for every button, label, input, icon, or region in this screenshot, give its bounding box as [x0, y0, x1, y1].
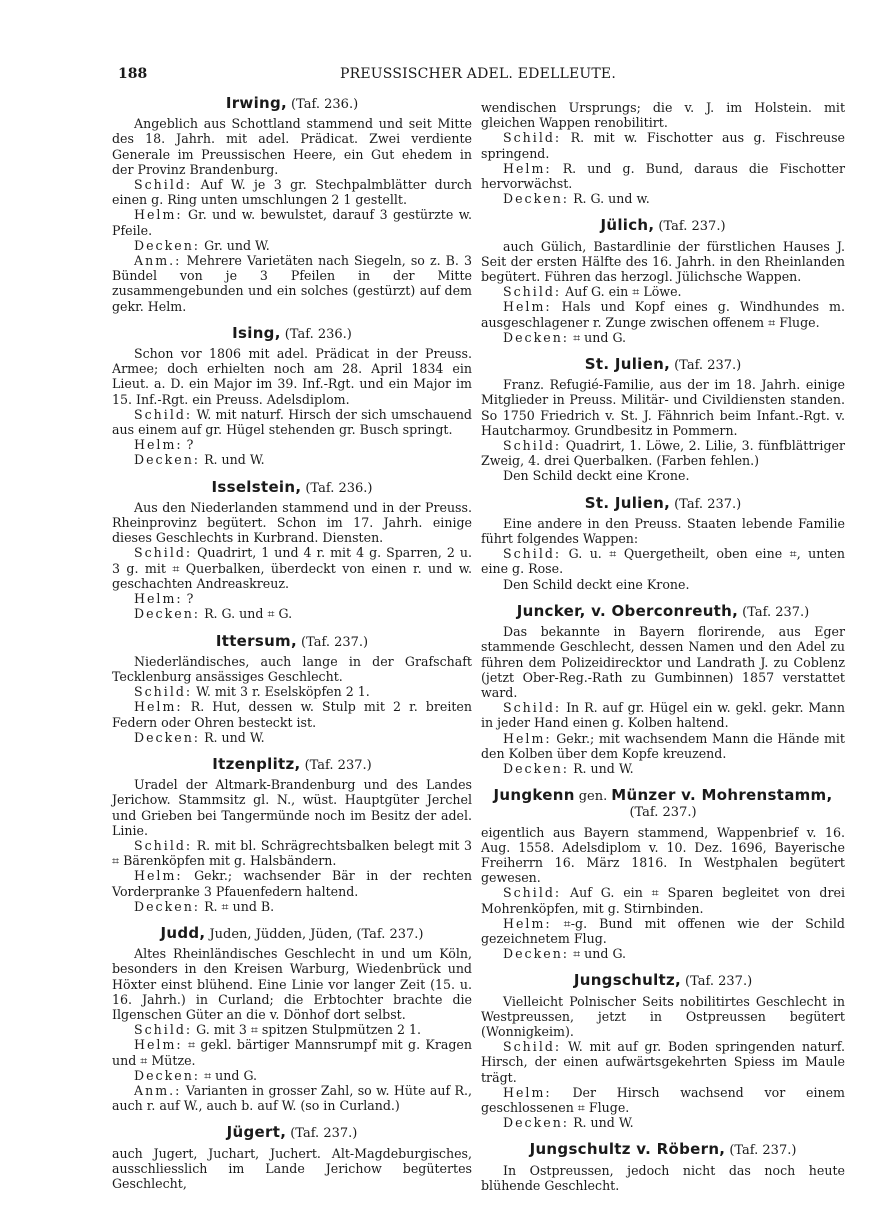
entry-heading [112, 96, 472, 112]
entry-paragraph [481, 700, 845, 730]
field-label: Decken: [503, 191, 570, 207]
paragraph-text: G. u. ⌗ Quergetheilt, oben eine ⌗, unten eine g. Rose. [481, 546, 845, 577]
page-number: 188 [118, 66, 148, 82]
paragraph-text: R. und W. [204, 729, 265, 745]
family-name: Jungschultz, [573, 971, 682, 990]
family-name: Jungschultz v. Röbern, [529, 1140, 726, 1159]
plate-reference: (Taf. 237.) [685, 974, 753, 990]
entry-paragraph [112, 899, 472, 914]
field-label: Decken: [503, 760, 570, 776]
entry-paragraph [112, 946, 472, 1022]
family-name: St. Julien, [584, 355, 671, 374]
entry-heading [112, 323, 472, 342]
entry-paragraph [481, 161, 845, 191]
paragraph-text: In R. auf gr. Hügel ein w. gekl. gekr. Mann in jeder Hand einen g. Kolben haltend. [481, 700, 845, 731]
family-name: Jülich, [600, 216, 655, 235]
field-label: Schild: [503, 885, 562, 901]
entry-paragraph [112, 684, 472, 699]
entry-heading [481, 973, 845, 989]
entry-paragraph [112, 116, 472, 177]
family-entry [112, 754, 473, 914]
family-name: Judd, [160, 923, 206, 942]
alt-names: gen. [578, 789, 608, 805]
plate-reference: (Taf. 236.) [284, 326, 352, 342]
field-label: Anm.: [134, 253, 182, 269]
family-name: Ittersum, [215, 631, 297, 650]
entry-heading [481, 493, 845, 512]
paragraph-text: Mehrere Varietäten nach Siegeln, so z. B. 3 Bündel von je 3 Pfeilen in der Mitte zusammengebunden und ein solches (gestürzt) auf dem gekr. Helm. [112, 253, 472, 314]
paragraph-text: Aus den Niederlanden stammend und in der Preuss. Rheinprovinz begütert. Schon im 17. Jahrh. einige dieses Geschlechts in Kurbrand. Diensten. [112, 499, 472, 546]
field-label: Helm: [503, 1084, 552, 1100]
paragraph-text: R. ⌗ und B. [204, 898, 275, 914]
paragraph-text: Gekr.; mit wachsendem Mann die Hände mit den Kolben über dem Kopfe kreuzend. [481, 730, 845, 761]
entry-heading [112, 631, 472, 650]
entry-paragraph [481, 299, 845, 329]
paragraph-text: R. G. und ⌗ G. [204, 606, 293, 622]
entry-heading [481, 1142, 845, 1158]
entry-paragraph [112, 699, 472, 729]
field-label: Schild: [503, 700, 562, 716]
family-name: Juncker, v. Oberconreuth, [516, 601, 739, 620]
paragraph-text: R. und W. [573, 760, 634, 776]
plate-reference: (Taf. 237.) [742, 604, 810, 620]
entry-paragraph [481, 624, 845, 700]
paragraph-text: Auf G. ein ⌗ Sparen begleitet von drei Mohrenköpfen, mit g. Stirnbinden. [481, 885, 845, 916]
entry-paragraph [481, 239, 845, 285]
field-label: Decken: [134, 729, 201, 745]
entry-paragraph [481, 885, 845, 915]
field-label: Schild: [134, 684, 193, 700]
paragraph-text: Vielleicht Polnischer Seits nobilitirtes Geschlecht in Westpreussen, jetzt in Ostpreussen begütert (Wonnigkeim). [481, 993, 845, 1039]
field-label: Helm: [134, 1037, 183, 1053]
field-label: Decken: [134, 606, 201, 622]
paragraph-text: Eine andere in den Preuss. Staaten lebende Familie führt folgendes Wappen: [481, 515, 845, 547]
plate-reference: (Taf. 236.) [291, 97, 359, 112]
field-label: Helm: [134, 437, 183, 453]
left-column [112, 96, 472, 1203]
entry-paragraph [112, 238, 472, 253]
paragraph-text: W. mit naturf. Hirsch der sich umschauend aus einem auf gr. Hügel stehenden gr. Busch springt. [112, 406, 472, 438]
field-label: Decken: [503, 946, 570, 962]
family-name: St. Julien, [584, 493, 671, 512]
paragraph-text: R. mit w. Fischotter aus g. Fischreuse springend. [481, 130, 845, 161]
paragraph-text: ? [186, 437, 194, 453]
family-name: Jungkenn [493, 786, 575, 805]
entry-paragraph [481, 916, 845, 946]
entry-heading [112, 1125, 472, 1141]
field-label: Decken: [503, 1115, 570, 1131]
paragraph-text: Niederländisches, auch lange in der Grafschaft Tecklenburg ansässiges Geschlecht. [112, 653, 472, 684]
family-name-2: Münzer v. Mohrenstamm, [611, 786, 833, 805]
family-entry [481, 218, 845, 345]
paragraph-text: W. mit auf gr. Boden springenden naturf. Hirsch, der einen aufwärtsgekehrten Spiess im Maule trägt. [481, 1039, 845, 1085]
paragraph-text: G. mit 3 ⌗ spitzen Stulpmützen 2 1. [196, 1022, 421, 1038]
entry-paragraph [481, 577, 845, 592]
entry-paragraph [112, 1083, 472, 1113]
paragraph-text: Franz. Refugié-Familie, aus der im 18. Jahrh. einige Mitglieder in Preuss. Militär- und Civildiensten standen. So 1750 Friedrich v. St. J. Fähnrich beim Infant.-Rgt. v. Hautcharmoy. Grundbesitz in Pommern. [481, 377, 845, 438]
entry-heading [481, 788, 845, 820]
paragraph-text: Gr. und w. bewulstet, darauf 3 gestürzte w. Pfeile. [112, 207, 472, 238]
entry-paragraph [112, 1068, 472, 1083]
field-label: Anm.: [134, 1082, 182, 1098]
paragraph-text: Auf W. je 3 gr. Stechpalmblätter durch einen g. Ring unten umschlungen 2 1 gestellt. [112, 177, 472, 208]
paragraph-text: Das bekannte in Bayern florirende, aus Eger stammende Geschlecht, dessen Namen und den Adel zu führen dem Polizeidirecktor und Landrath J. zu Coblenz (jetzt Ober-Reg.-Rath zu Gumbinnen) 1857 verstattet ward. [481, 624, 845, 700]
paragraph-text: wendischen Ursprungs; die v. J. im Holstein. mit gleichen Wappen renobilitirt. [481, 100, 845, 131]
paragraph-text: R. und W. [204, 452, 265, 468]
field-label: Helm: [503, 915, 552, 931]
plate-reference: (Taf. 237.) [674, 496, 742, 512]
paragraph-text: R. und g. Bund, daraus die Fischotter hervorwächst. [481, 160, 845, 192]
field-label: Decken: [134, 898, 201, 914]
paragraph-text: In Ostpreussen, jedoch nicht das noch heute blühende Geschlecht. [481, 1162, 845, 1193]
entry-paragraph [481, 1085, 845, 1115]
entry-paragraph [481, 546, 845, 576]
alt-names: Juden, Jüdden, Jüden, [209, 926, 353, 942]
family-entry [112, 477, 472, 622]
field-label: Schild: [134, 1022, 193, 1038]
paragraph-text: ⌗ und G. [573, 946, 627, 962]
right-column [481, 100, 845, 1205]
plate-reference: (Taf. 236.) [305, 480, 373, 496]
entry-paragraph [481, 191, 845, 206]
entry-paragraph [112, 207, 472, 237]
field-label: Schild: [134, 406, 193, 422]
entry-paragraph [112, 654, 472, 684]
paragraph-text: ⌗ gekl. bärtiger Mannsrumpf mit g. Kragen und ⌗ Mütze. [112, 1037, 472, 1068]
field-label: Helm: [134, 699, 183, 715]
field-label: Schild: [134, 177, 193, 193]
field-label: Helm: [134, 591, 183, 607]
plate-reference: (Taf. 237.) [290, 1126, 358, 1142]
entry-paragraph [112, 253, 472, 314]
paragraph-text: Quadrirt, 1. Löwe, 2. Lilie, 3. fünfblättriger Zweig, 4. drei Querbalken. (Farben fehlen.) [481, 438, 845, 469]
field-label: Decken: [134, 237, 201, 253]
paragraph-text: R. und W. [573, 1115, 634, 1131]
plate-reference: (Taf. 237.) [658, 219, 726, 235]
paragraph-text: auch Jugert, Juchart, Juchert. Alt-Magdeburgisches, ausschliesslich im Lande Jerichow begütertes Geschlecht, [112, 1145, 472, 1191]
entry-paragraph [112, 407, 472, 437]
field-label: Schild: [134, 545, 193, 561]
paragraph-text: Gekr.; wachsender Bär in der rechten Vorderpranke 3 Pfauenfedern haltend. [112, 868, 472, 899]
entry-paragraph [112, 437, 472, 452]
field-label: Helm: [503, 299, 552, 315]
entry-paragraph [481, 284, 845, 299]
paragraph-text: R. Hut, dessen w. Stulp mit 2 r. breiten Federn oder Ohren besteckt ist. [112, 699, 472, 730]
family-entry [112, 323, 472, 468]
family-entry [481, 973, 845, 1130]
plate-reference: (Taf. 237.) [729, 1143, 797, 1159]
paragraph-text: Der Hirsch wachsend vor einem geschlossenen ⌗ Fluge. [481, 1084, 845, 1115]
field-label: Decken: [503, 329, 570, 345]
paragraph-text: Den Schild deckt eine Krone. [503, 576, 690, 592]
entry-paragraph [481, 438, 845, 468]
entry-heading [112, 477, 472, 496]
entry-paragraph [481, 761, 845, 776]
entry-heading [481, 601, 845, 620]
field-label: Schild: [503, 546, 562, 562]
family-entry [112, 96, 472, 314]
paragraph-text: Schon vor 1806 mit adel. Prädicat in der Preuss. Armee; doch erhielten noch am 28. April 1834 ein Lieut. a. D. ein Major im 39. Inf.-Rgt. und ein Major im 15. Inf.-Rgt. ein Preuss. Adelsdiplom. [112, 346, 472, 407]
plate-reference: (Taf. 237.) [629, 805, 697, 821]
field-label: Helm: [134, 207, 183, 223]
entry-paragraph [112, 500, 472, 546]
paragraph-text: Altes Rheinländisches Geschlecht in und um Köln, besonders in den Kreisen Warburg, Wiedenbrück und Höxter einst blühend. Eine Linie vor langer Zeit (15. u. 16. Jahrh.) in Curland; die Erbtochter brachte die Ilgenschen Güter an die v. Dönhof dort selbst. [112, 946, 472, 1022]
paragraph-text: Gr. und W. [204, 237, 270, 253]
entry-paragraph [112, 1022, 472, 1037]
entry-heading [481, 357, 845, 373]
paragraph-text: ⌗ und G. [573, 329, 627, 345]
plate-reference: (Taf. 237.) [674, 358, 742, 374]
entry-paragraph [481, 377, 845, 438]
family-entry [481, 493, 845, 592]
entry-paragraph [112, 838, 472, 868]
entry-paragraph [481, 516, 845, 546]
family-name: Ising, [232, 323, 281, 342]
entry-paragraph [481, 825, 845, 886]
family-entry [112, 923, 472, 1114]
family-name: Irwing, [225, 94, 288, 112]
paragraph-text: Hals und Kopf eines g. Windhundes m. ausgeschlagener r. Zunge zwischen offenem ⌗ Fluge. [481, 299, 845, 330]
entry-paragraph [112, 591, 472, 606]
paragraph-text: Varianten in grosser Zahl, so w. Hüte auf R., auch r. auf W., auch b. auf W. (so in Curland.) [112, 1082, 472, 1114]
running-head: PREUSSISCHER ADEL. EDELLEUTE. [340, 66, 617, 82]
field-label: Decken: [134, 1067, 201, 1083]
entry-paragraph [112, 1037, 472, 1067]
paragraph-text: Angeblich aus Schottland stammend und seit Mitte des 18. Jahrh. mit adel. Prädicat. Zwei verdiente Generale im Preussischen Heere, ein Gut ehedem in der Provinz Brandenburg. [112, 116, 472, 177]
paragraph-text: R. mit bl. Schrägrechtsbalken belegt mit 3 ⌗ Bärenköpfen mit g. Halsbändern. [112, 837, 473, 869]
entry-paragraph [481, 731, 845, 761]
family-entry [112, 1125, 472, 1191]
entry-continuation [481, 100, 845, 206]
paragraph-text: ⌗-g. Bund mit offenen wie der Schild gezeichnetem Flug. [481, 915, 845, 946]
entry-heading [112, 754, 472, 773]
entry-paragraph [112, 777, 472, 838]
entry-paragraph [481, 330, 845, 345]
paragraph-text: Auf G. ein ⌗ Löwe. [565, 284, 682, 300]
family-entry [481, 1142, 845, 1193]
field-label: Helm: [503, 730, 552, 746]
entry-paragraph [112, 177, 472, 207]
family-entry [112, 631, 472, 745]
family-name: Jügert, [226, 1123, 287, 1142]
field-label: Schild: [503, 130, 562, 146]
entry-paragraph [481, 1163, 845, 1193]
paragraph-text: Uradel der Altmark-Brandenburg und des Landes Jerichow. Stammsitz gl. N., wüst. Hauptgüter Jerchel und Grieben bei Tangermünde noch im Besitz der adel. Linie. [112, 777, 472, 838]
family-entry [481, 601, 845, 776]
entry-heading [112, 923, 472, 942]
field-label: Schild: [503, 438, 562, 454]
entry-paragraph [481, 946, 845, 961]
paragraph-text: eigentlich aus Bayern stammend, Wappenbrief v. 16. Aug. 1558. Adelsdiplom v. 10. Dez. 1696, Bayerische Freiherrn 16. März 1816. In Westphalen begütert gewesen. [481, 824, 845, 886]
plate-reference: (Taf. 237.) [301, 634, 369, 650]
entry-paragraph [481, 100, 845, 130]
plate-reference: (Taf. 237.) [304, 757, 372, 773]
entry-paragraph [481, 1039, 845, 1085]
paragraph-text: R. G. und w. [573, 191, 650, 207]
field-label: Schild: [503, 1039, 562, 1055]
paragraph-text: auch Gülich, Bastardlinie der fürstlichen Hauses J. Seit der ersten Hälfte des 16. Jahrh. in den Rheinlanden begütert. Führen das herzogl. Jülichsche Wappen. [481, 238, 845, 285]
family-entry [481, 788, 845, 961]
entry-paragraph [112, 1146, 472, 1192]
paragraph-text: ⌗ und G. [204, 1067, 258, 1083]
family-entry [481, 357, 845, 484]
entry-paragraph [112, 868, 472, 898]
field-label: Helm: [503, 160, 552, 176]
family-name: Itzenplitz, [212, 754, 301, 773]
paragraph-text: W. mit 3 r. Eselsköpfen 2 1. [196, 684, 370, 700]
entry-paragraph [481, 468, 845, 483]
entry-paragraph [112, 545, 472, 591]
family-name: Isselstein, [211, 477, 302, 496]
entry-paragraph [481, 994, 845, 1040]
entry-paragraph [112, 606, 472, 621]
paragraph-text: Quadrirt, 1 und 4 r. mit 4 g. Sparren, 2 u. 3 g. mit ⌗ Querbalken, überdeckt von einen r. und w. geschachten Andreaskreuz. [112, 545, 472, 591]
paragraph-text: Den Schild deckt eine Krone. [503, 468, 690, 484]
entry-paragraph [112, 730, 472, 745]
field-label: Helm: [134, 868, 183, 884]
field-label: Schild: [134, 837, 193, 853]
paragraph-text: ? [186, 591, 194, 607]
field-label: Decken: [134, 452, 201, 468]
plate-reference: (Taf. 237.) [356, 926, 424, 942]
entry-paragraph [481, 130, 845, 160]
entry-paragraph [112, 452, 472, 467]
entry-paragraph [112, 346, 472, 407]
entry-paragraph [481, 1115, 845, 1130]
entry-heading [481, 218, 845, 234]
field-label: Schild: [503, 284, 562, 300]
